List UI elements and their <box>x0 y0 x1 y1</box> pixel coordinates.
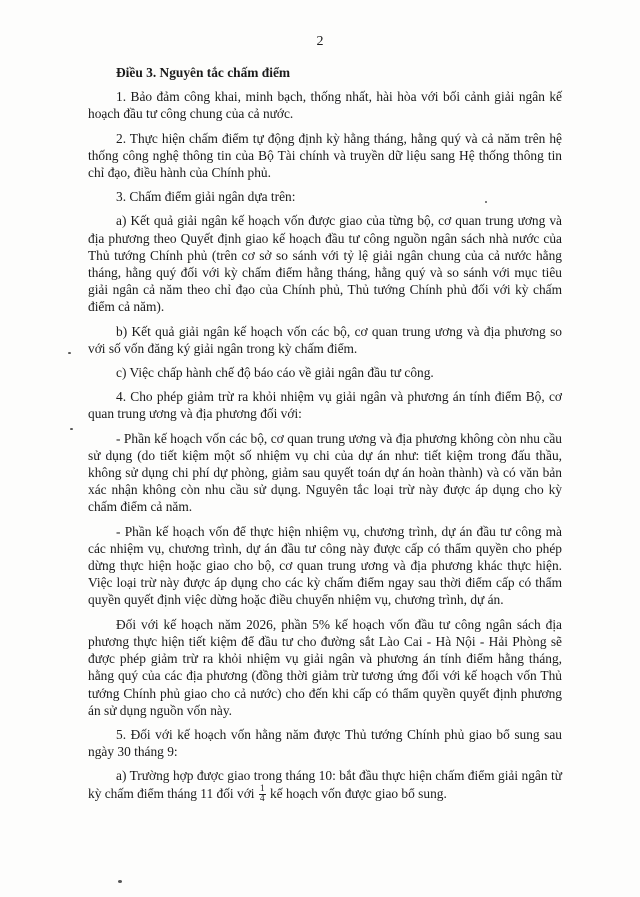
paragraph-2026-plan: Đối với kế hoạch năm 2026, phần 5% kế hoạch vốn đầu tư công ngân sách địa phương thực hiện tiết kiệm để đầu tư cho đường sắt Lào Cai - Hà Nội - Hải Phòng sẽ được phép giảm trừ ra khỏi nhiệm vụ giải ngân và phương án tính điểm hằng tháng, hằng quý của các địa phương (đồng thời giảm trừ tương ứng đối với kế hoạch vốn Thủ tướng Chính phủ giao cho cả nước) cho đến khi cấp có thẩm quyền quyết định phương án sử dụng nguồn vốn này. <box>88 616 562 718</box>
paragraph-3: 3. Chấm điểm giải ngân dựa trên: <box>116 189 296 205</box>
scan-speck <box>485 201 487 203</box>
fraction-numerator: 1 <box>259 783 265 794</box>
article-heading: Điều 3. Nguyên tắc chấm điểm <box>116 65 291 80</box>
paragraph-3c: c) Việc chấp hành chế độ báo cáo về giải ngân đầu tư công. <box>116 365 434 381</box>
document-body <box>88 64 562 811</box>
paragraph-2: 2. Thực hiện chấm điểm tự động định kỳ hằng tháng, hằng quý và cả năm trên hệ thống công nghệ thông tin của Bộ Tài chính và truyền dữ liệu sang Hệ thống thông tin chỉ đạo, điều hành của Chính phủ. <box>88 130 562 181</box>
paragraph-5a-text-before: a) Trường hợp được giao trong tháng 10: bắt đầu thực hiện chấm điểm giải ngân từ kỳ chấm điểm tháng 11 đối với <box>88 768 562 801</box>
scan-speck <box>68 352 71 354</box>
page-number: 2 <box>316 34 324 49</box>
paragraph-4-bullet-2: - Phần kế hoạch vốn để thực hiện nhiệm vụ, chương trình, dự án đầu tư công mà các nhiệm vụ, chương trình, dự án đầu tư công này được cấp có thẩm quyền cho phép dừng thực hiện hoặc giao cho bộ, cơ quan trung ương và địa phương khác thực hiện. Việc loại trừ này được áp dụng cho các kỳ chấm điểm ngay sau thời điểm cấp có thẩm quyền quyết định việc dừng hoặc điều chuyển nhiệm vụ, chương trình, dự án. <box>88 523 562 608</box>
paragraph-4-bullet-1: - Phần kế hoạch vốn các bộ, cơ quan trung ương và địa phương không còn nhu cầu sử dụng (do tiết kiệm một số nhiệm vụ chi của dự án như: tiết kiệm trong đấu thầu, không sử dụng chi phí dự phòng, giảm sau quyết toán dự án hoàn thành) và có văn bản xác nhận không còn nhu cầu sử dụng. Nguyên tắc loại trừ này được áp dụng cho kỳ chấm điểm cả năm. <box>88 430 562 515</box>
paragraph-5a-text-after: kế hoạch vốn được giao bổ sung. <box>269 785 447 801</box>
paragraph-4: 4. Cho phép giảm trừ ra khỏi nhiệm vụ giải ngân và phương án tính điểm Bộ, cơ quan trung ương và địa phương đối với: <box>88 389 562 422</box>
paragraph-3b: b) Kết quả giải ngân kế hoạch vốn các bộ, cơ quan trung ương và địa phương so với số vốn đăng ký giải ngân trong kỳ chấm điểm. <box>88 323 562 356</box>
scan-speck <box>70 428 73 430</box>
paragraph-3a: a) Kết quả giải ngân kế hoạch vốn được giao của từng bộ, cơ quan trung ương và địa phương theo Quyết định giao kế hoạch đầu tư công nguồn ngân sách nhà nước của Thủ tướng Chính phủ (trên cơ sở so sánh với tỷ lệ giải ngân chung của cả nước hằng tháng, hằng quý đối với kỳ chấm điểm hằng tháng, hằng quý và so sánh với mục tiêu giải ngân cả năm theo chỉ đạo của Chính phủ, Thủ tướng Chính phủ đối với kỳ chấm điểm cả năm). <box>88 213 562 315</box>
paragraph-5a <box>88 767 562 804</box>
scan-speck <box>118 880 122 883</box>
fraction-denominator: 4 <box>259 793 265 804</box>
fraction-one-quarter <box>259 785 266 804</box>
paragraph-5: 5. Đối với kế hoạch vốn hằng năm được Thủ tướng Chính phủ giao bổ sung sau ngày 30 tháng 9: <box>88 726 562 760</box>
paragraph-1: 1. Bảo đảm công khai, minh bạch, thống nhất, hài hòa với bối cảnh giải ngân kế hoạch đầu tư công chung của cả nước. <box>88 89 562 122</box>
